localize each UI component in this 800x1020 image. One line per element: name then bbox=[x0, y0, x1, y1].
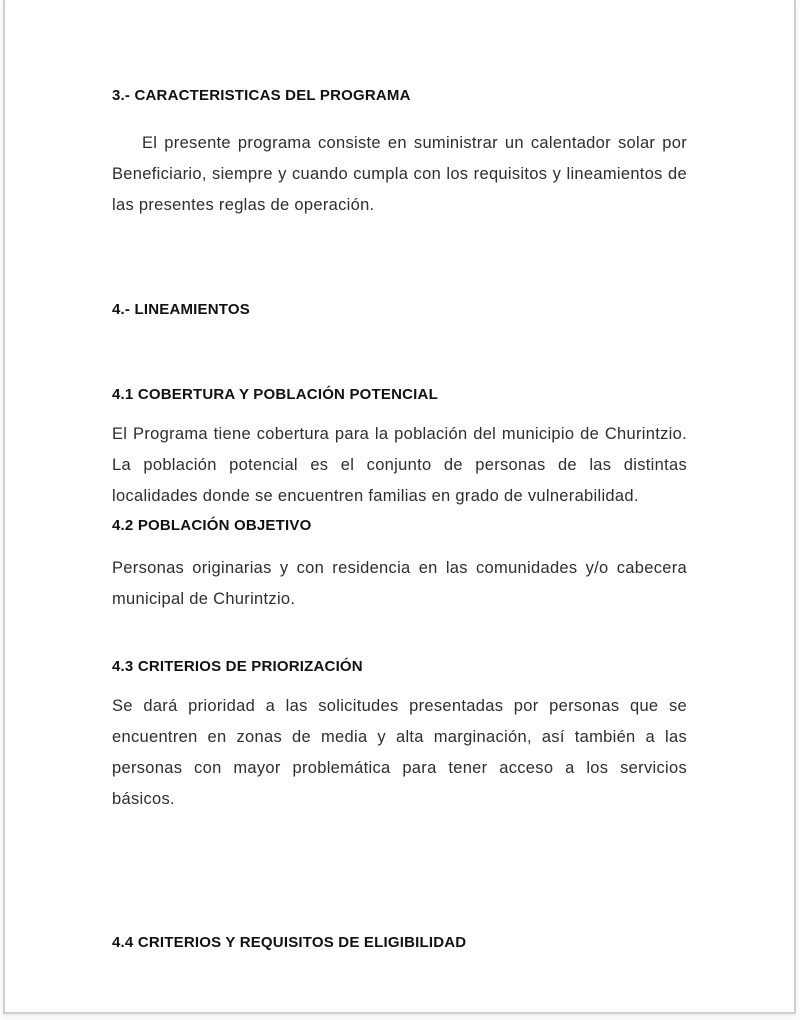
body-paragraph-4-2: Personas originarias y con residencia en las comunidades y/o cabecera municipal de Churintzio. bbox=[112, 559, 687, 608]
section-heading-4-2: 4.2 POBLACIÓN OBJETIVO bbox=[112, 517, 312, 534]
body-paragraph-4-1: El Programa tiene cobertura para la población del municipio de Churintzio. La población potencial es el conjunto de personas de las distintas localidades donde se encuentren familias en grado de vulnerabilidad. bbox=[112, 425, 687, 505]
section-heading-3: 3.- CARACTERISTICAS DEL PROGRAMA bbox=[112, 87, 411, 104]
section-heading-4-4: 4.4 CRITERIOS Y REQUISITOS DE ELIGIBILIDAD bbox=[112, 934, 467, 951]
body-paragraph-4-3: Se dará prioridad a las solicitudes presentadas por personas que se encuentren en zonas de media y alta marginación, así también a las personas con mayor problemática para tener acceso a los servicios básicos. bbox=[112, 697, 687, 808]
section-heading-4: 4.- LINEAMIENTOS bbox=[112, 301, 250, 318]
document-content bbox=[5, 86, 794, 952]
section-heading-4-3: 4.3 CRITERIOS DE PRIORIZACIÓN bbox=[112, 658, 363, 675]
section-heading-4-1: 4.1 COBERTURA Y POBLACIÓN POTENCIAL bbox=[112, 386, 438, 403]
document-page bbox=[3, 0, 796, 1014]
body-paragraph-3: El presente programa consiste en suministrar un calentador solar por Beneficiario, siempre y cuando cumpla con los requisitos y lineamientos de las presentes reglas de operación. bbox=[112, 134, 687, 214]
